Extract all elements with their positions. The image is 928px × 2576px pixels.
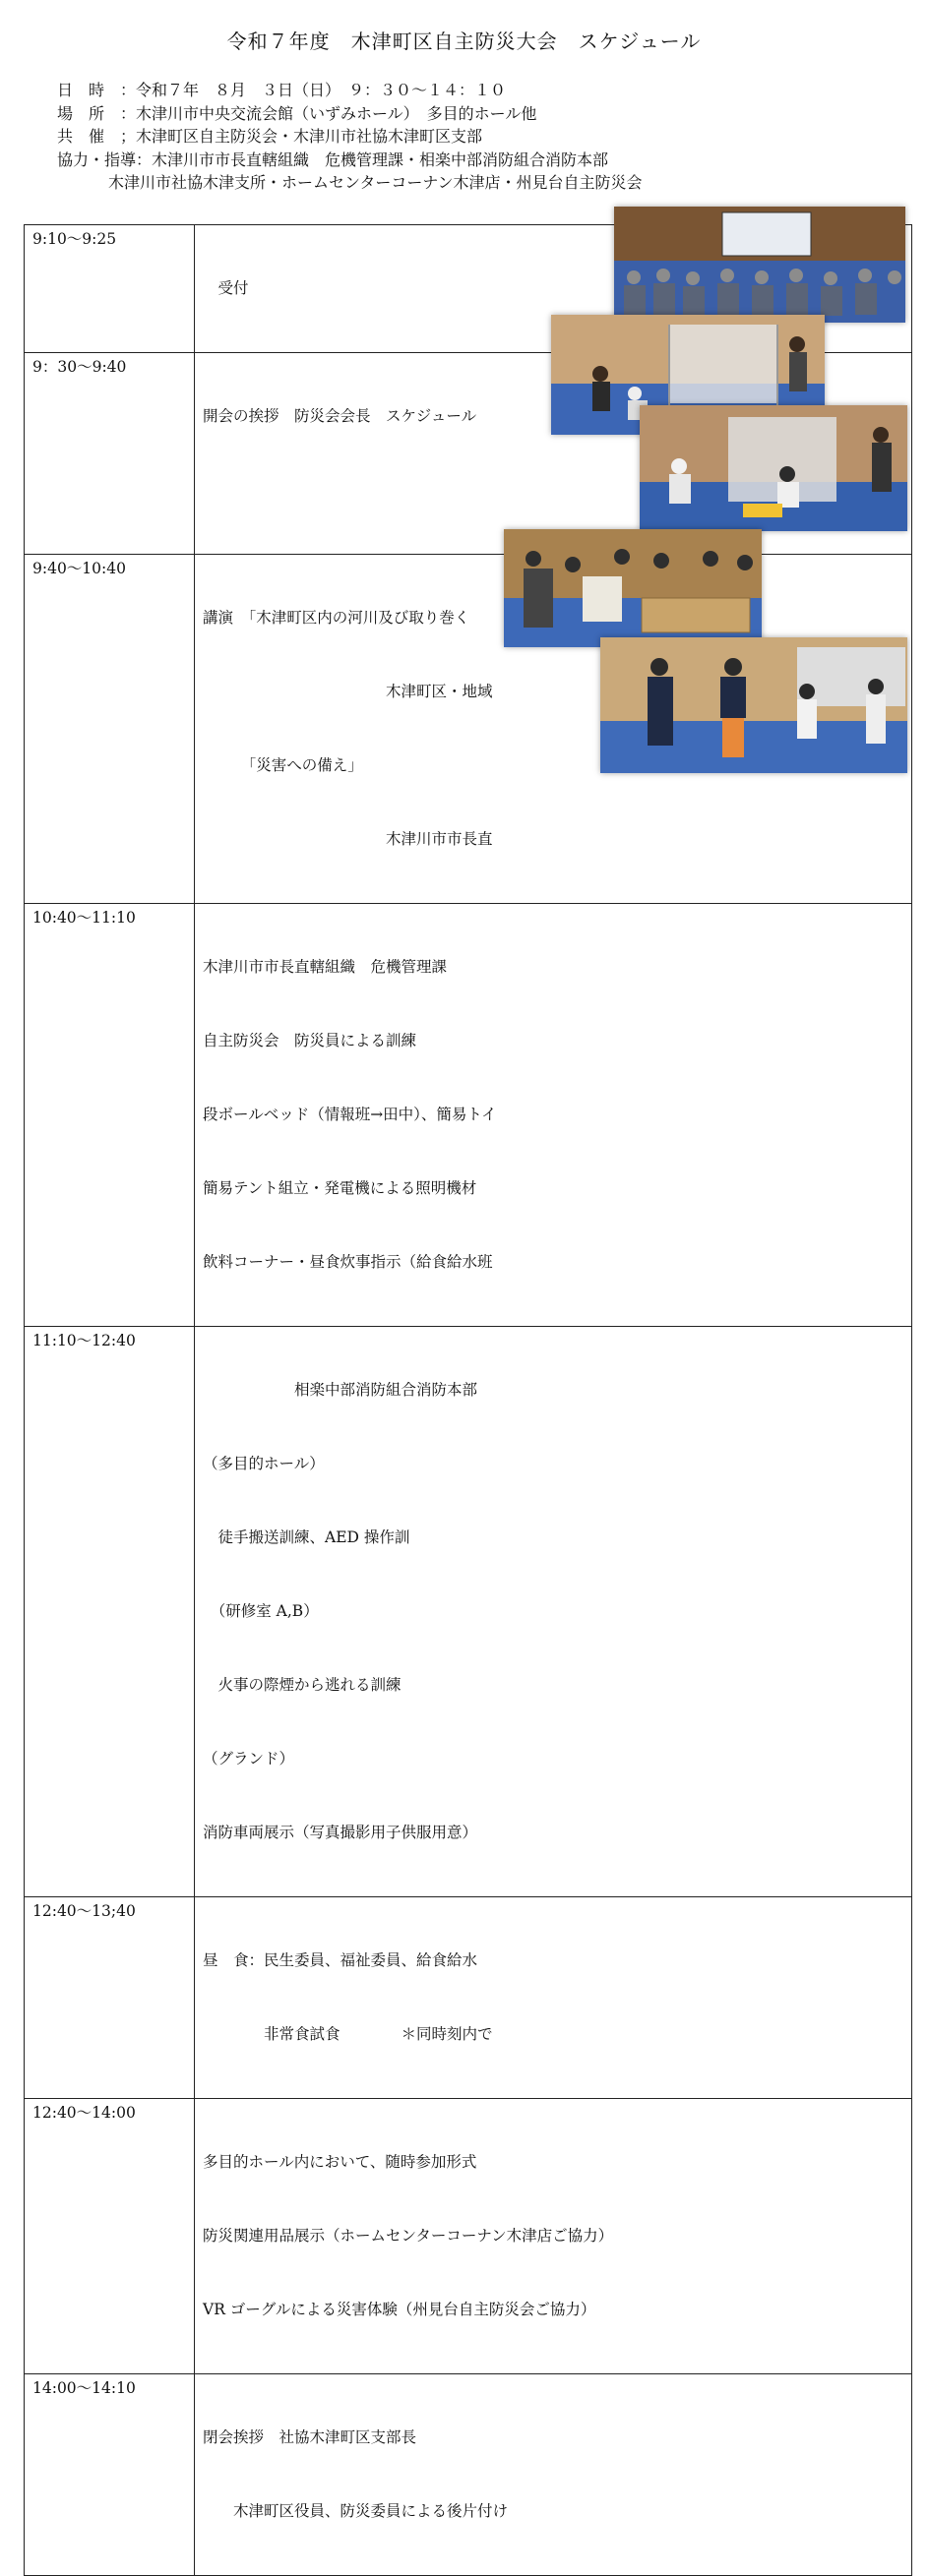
info-cooperation-cont: 木津川市社協木津支所・ホームセンターコーナン木津店・州見台自主防災会: [108, 173, 643, 192]
desc-line: 閉会挨拶 社協木津町区支部長: [203, 2428, 417, 2446]
time-cell: 11:10～12:40: [25, 1327, 195, 1897]
desc-line: 講演 「木津町区内の河川及び取り巻く: [203, 609, 470, 627]
desc-line: 多目的ホール内において、随時参加形式: [203, 2153, 477, 2171]
desc-line: 昼 食：民生委員、福祉委員、給食給水: [203, 1951, 478, 1969]
table-row: [25, 2099, 912, 2374]
desc-cell: [195, 904, 912, 1327]
time-cell: 9：30～9:40: [25, 353, 195, 555]
time-cell: 9:40～10:40: [25, 555, 195, 904]
info-cooperation: 協力・指導：木津川市市長直轄組織 危機管理課・相楽中部消防組合消防本部: [57, 150, 609, 169]
desc-line: 木津町区役員、防災委員による後片付け: [203, 2502, 509, 2520]
desc-line: 徒手搬送訓練、AED 操作訓: [203, 1528, 410, 1546]
time-cell: 14:00～14:10: [25, 2374, 195, 2576]
desc-line: 簡易テント組立・発電機による照明機材: [203, 1179, 477, 1197]
photo-cardboard-bed: [504, 529, 762, 647]
desc-line: 木津川市市長直轄組織 危機管理課: [203, 958, 448, 976]
time-cell: 10:40～11:10: [25, 904, 195, 1327]
desc-line: 「災害への備え」: [203, 756, 363, 774]
desc-line: 飲料コーナー・昼食炊事指示（給食給水班: [203, 1253, 493, 1271]
desc-line: 火事の際煙から逃れる訓練: [203, 1676, 402, 1694]
desc-line: 段ボールベッド（情報班→田中）、簡易トイ: [203, 1106, 497, 1123]
table-row: [25, 1897, 912, 2099]
time-cell: 9:10～9:25: [25, 225, 195, 353]
desc-line: 開会の挨拶 防災会会長 スケジュール: [203, 407, 477, 425]
desc-line: 自主防災会 防災員による訓練: [203, 1032, 417, 1049]
event-info: [57, 79, 643, 195]
desc-line: 非常食試食 ＊同時刻内で: [203, 2025, 493, 2043]
table-row: [25, 904, 912, 1327]
schedule-table: [24, 224, 912, 2576]
info-venue: 場 所 ：木津川市中央交流会館（いずみホール） 多目的ホール他: [57, 103, 537, 123]
desc-line: VR ゴーグルによる災害体験（州見台自主防災会ご協力）: [203, 2301, 596, 2318]
desc-line: 防災関連用品展示（ホームセンターコーナン木津店ご協力）: [203, 2227, 614, 2245]
desc-line: （グランド）: [203, 1750, 295, 1767]
desc-cell: [195, 1327, 912, 1897]
time-cell: 12:40～14:00: [25, 2099, 195, 2374]
desc-line: （多目的ホール）: [203, 1455, 325, 1472]
page-title: 令和７年度 木津町区自主防災大会 スケジュール: [226, 30, 702, 53]
desc-line: 相楽中部消防組合消防本部: [203, 1381, 478, 1399]
table-row: [25, 1327, 912, 1897]
table-row: [25, 2374, 912, 2576]
desc-line: （研修室 A,B）: [203, 1602, 319, 1620]
desc-cell: [195, 1897, 912, 2099]
desc-line: 木津川市市長直: [203, 830, 493, 848]
desc-line: 消防車両展示（写真撮影用子供服用意）: [203, 1824, 478, 1841]
desc-line: 木津町区・地域: [203, 683, 493, 700]
info-cohost: 共 催 ；木津町区自主防災会・木津川市社協木津町区支部: [57, 127, 483, 146]
desc-cell: [195, 2099, 912, 2374]
photo-transport-drill: [600, 637, 907, 773]
photo-lecture-hall: [614, 207, 905, 323]
desc-cell: [195, 2374, 912, 2576]
info-datetime: 日 時 ：令和７年 ８月 ３日（日） ９：３０～１４：１０: [57, 81, 507, 99]
desc-line: 受付: [203, 279, 249, 297]
time-cell: 12:40～13;40: [25, 1897, 195, 2099]
photo-equipment-drill: [640, 405, 907, 531]
